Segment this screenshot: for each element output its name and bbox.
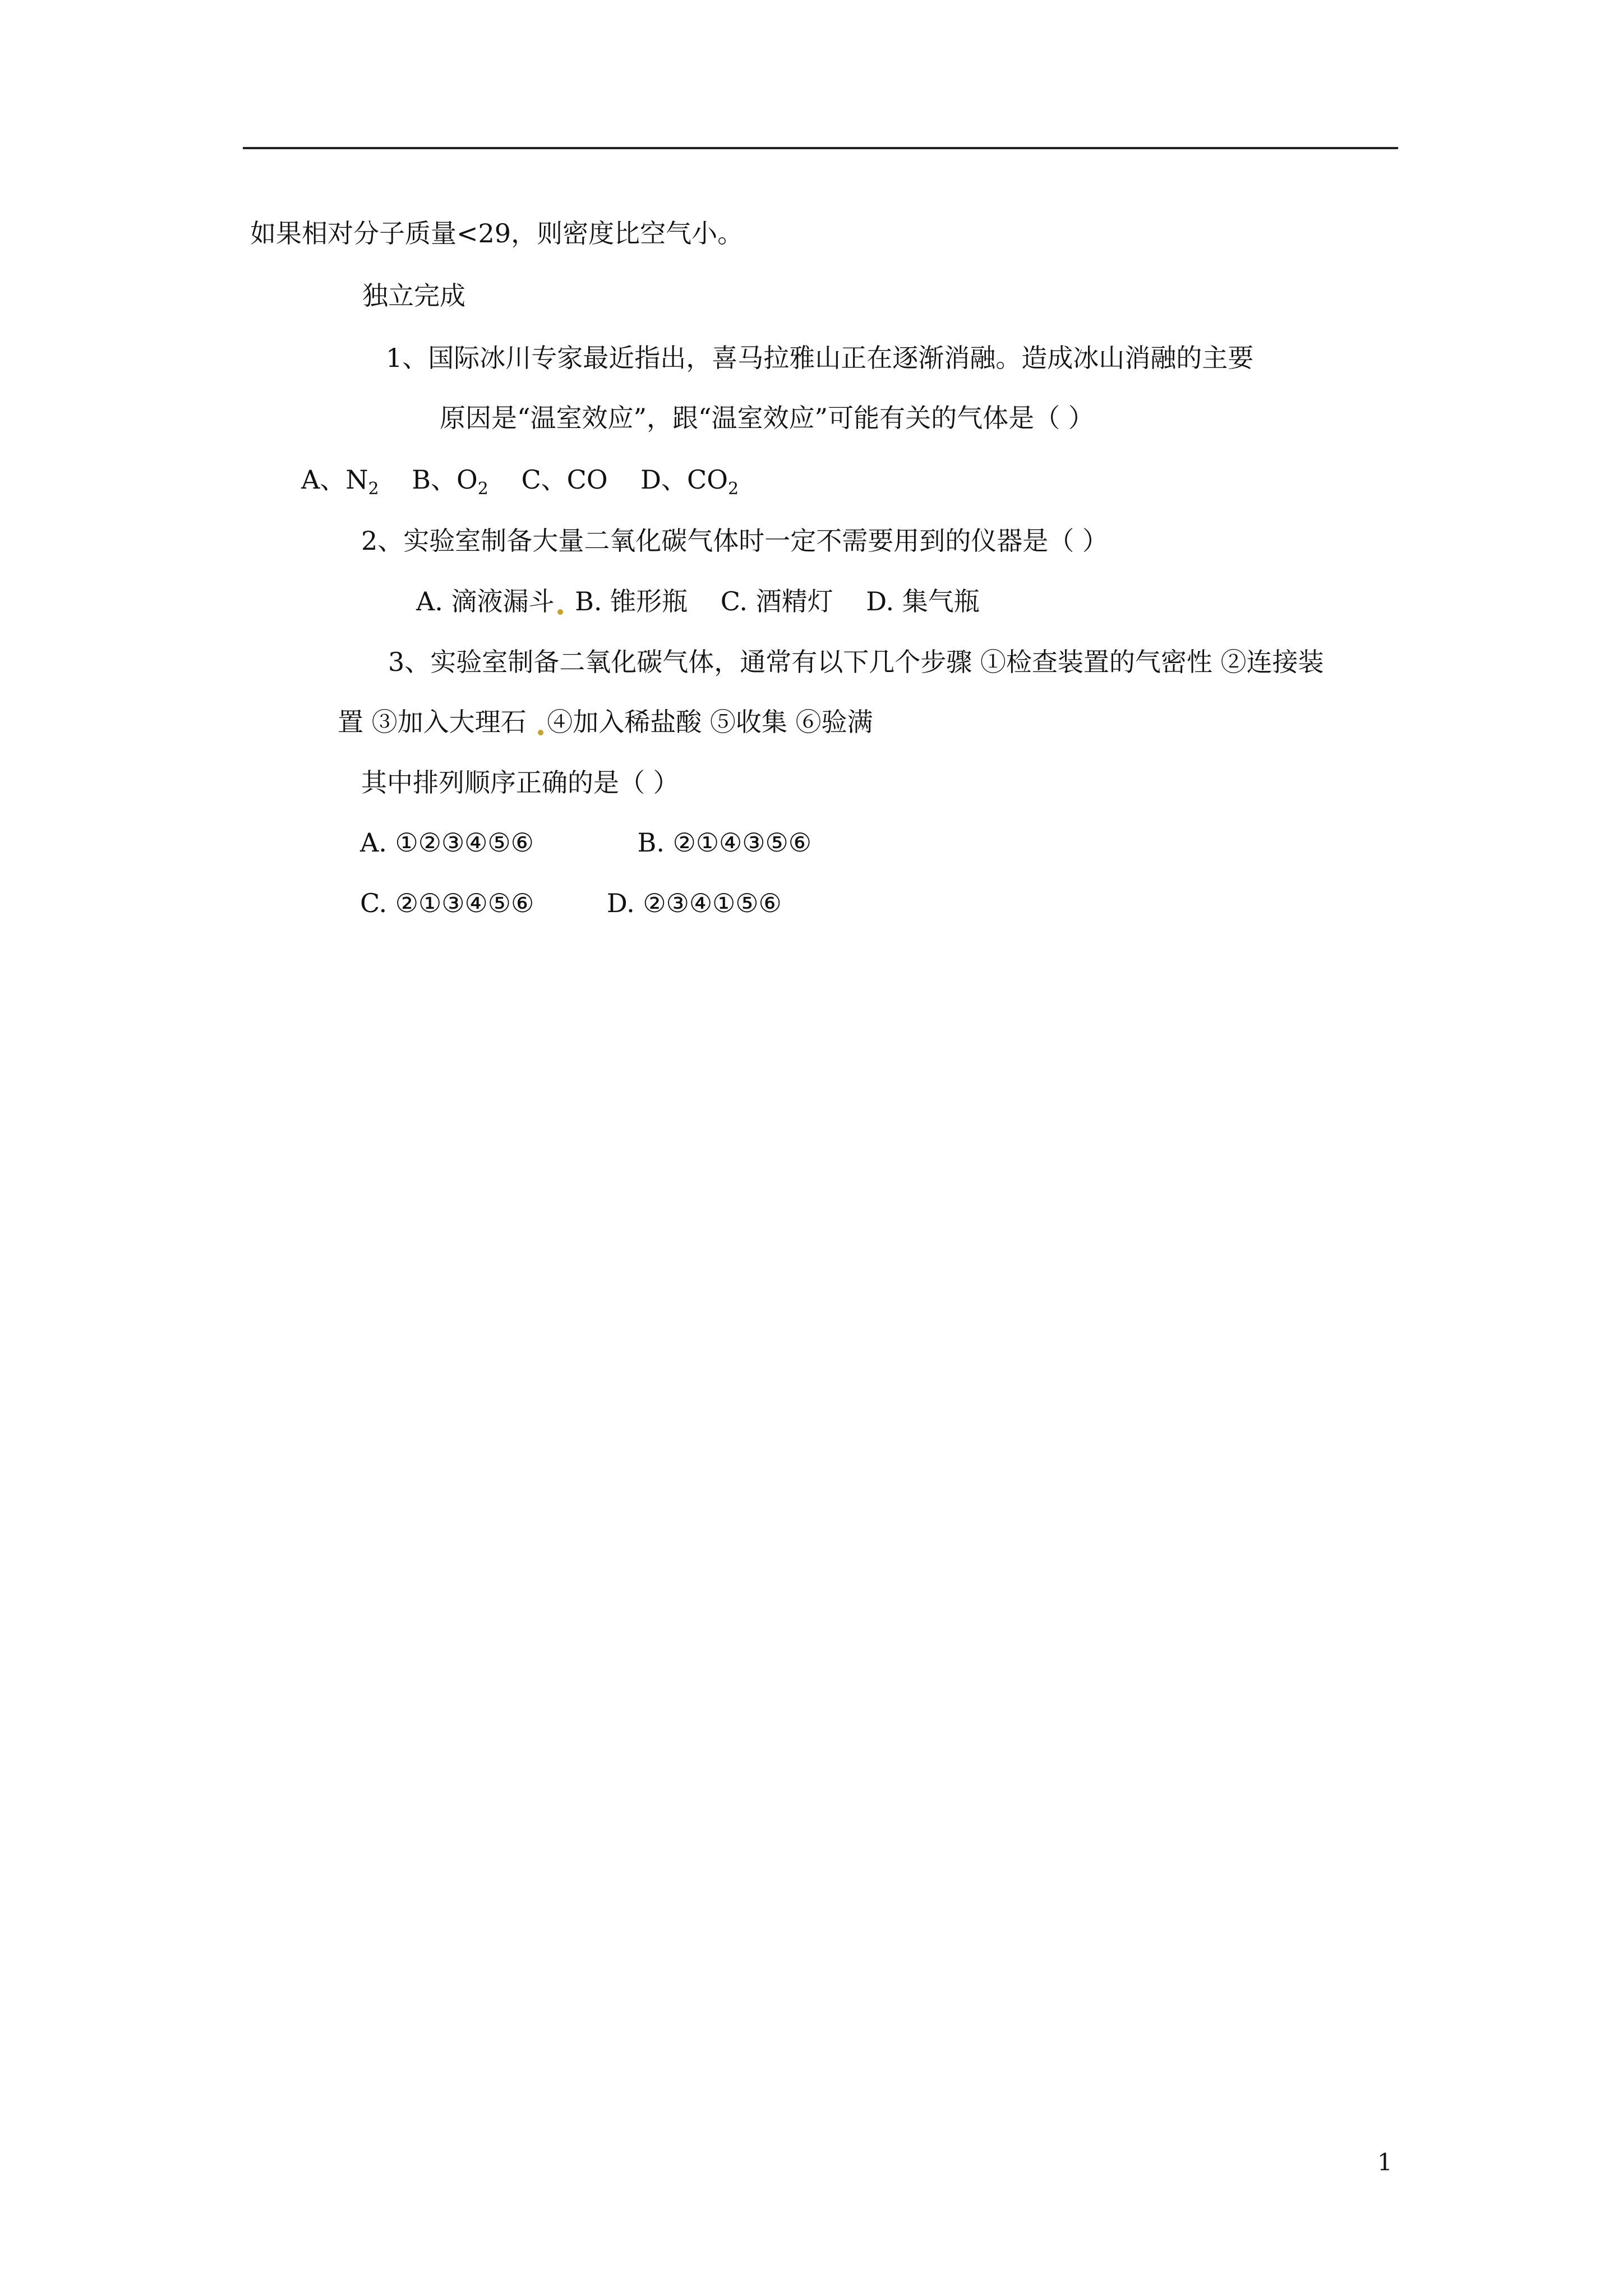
question-1-line-1: 1、国际冰川专家最近指出，喜马拉雅山正在逐渐消融。造成冰山消融的主要 [386,343,1254,373]
question-2-options [416,585,980,618]
option-c: C、CO [521,464,608,495]
option-d: D. 集气瓶 [866,586,980,616]
question-3-line-2 [338,705,873,739]
option-c: C. 酒精灯 [720,586,833,616]
option-c: C. ②①③④⑤⑥ [360,888,534,918]
option-b: B. ②①④③⑤⑥ [637,827,812,858]
question-1-line-2: 原因是“温室效应”，跟“温室效应”可能有关的气体是（ ） [440,403,1094,433]
header-rule [243,147,1398,149]
section-title: 独立完成 [362,280,465,311]
option-b: B、$O_2$ [412,464,488,499]
question-2-stem: 2、实验室制备大量二氧化碳气体时一定不需要用到的仪器是（ ） [361,526,1108,556]
highlight-mark [557,609,563,615]
question-3-line-1: 3、实验室制备二氧化碳气体，通常有以下几个步骤 ①检查装置的气密性 ②连接装 [388,647,1324,677]
option-d: D. ②③④①⑤⑥ [606,888,782,918]
intro-line: 如果相对分子质量<29，则密度比空气小。 [250,218,744,249]
page-number: 1 [1377,2148,1393,2176]
question-3-options-row-2 [360,886,782,920]
question-3-line-3: 其中排列顺序正确的是（ ） [361,767,679,798]
question-3-line-2-part-a: 置 ③加入大理石 [338,707,535,737]
question-1-options [301,463,739,499]
option-a: A. 滴液漏斗 [416,586,555,616]
option-b: B. 锥形瓶 [575,586,688,616]
option-d: D、$CO_2$ [640,464,739,499]
question-3-line-2-part-b: ④加入稀盐酸 ⑤收集 ⑥验满 [547,707,873,737]
option-a: A. ①②③④⑤⑥ [360,827,534,858]
option-a: A、$N_2$ [301,464,379,499]
highlight-mark [538,730,543,735]
question-3-options-row-1 [360,826,811,859]
